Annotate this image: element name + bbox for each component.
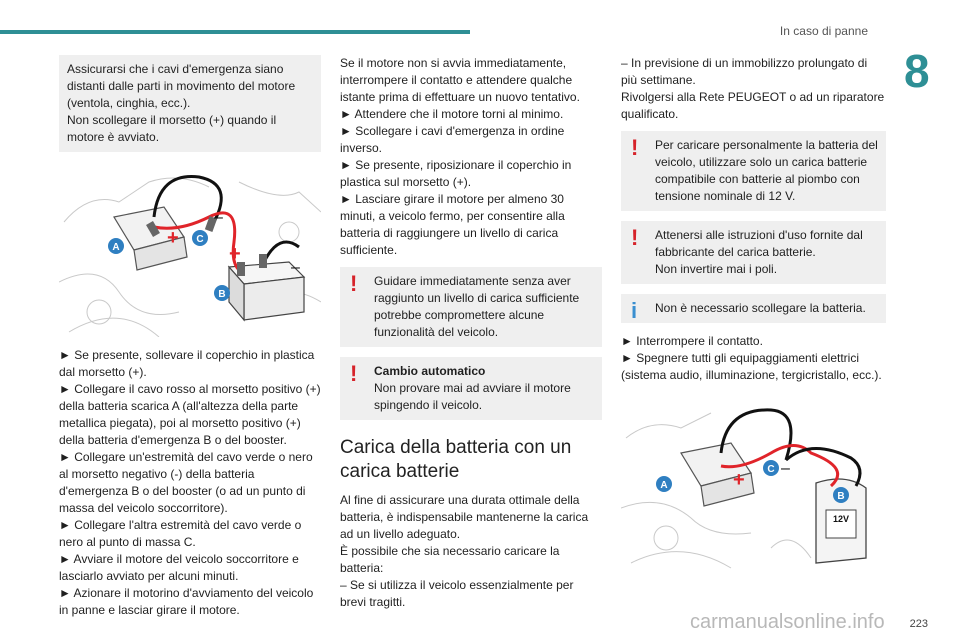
warning-icon: ! [631, 225, 639, 250]
watermark: carmanualsonline.info [690, 611, 885, 633]
intro-text: – In previsione di un immobilizzo prolungato di più settimane. Rivolgersi alla Rete PEUGEOT o ad un riparatore qualificato. [621, 56, 885, 121]
step-item: ► Collegare l'altra estremità del cavo verde o nero al punto di massa C. [59, 518, 302, 549]
safety-note-text: Assicurarsi che i cavi d'emergenza siano distanti dalle parti in movimento del motore (ventola, cinghia, ecc.). Non scollegare il morsetto (+) quando il motore è avviato. [67, 62, 296, 144]
jump-start-diagram [59, 162, 321, 337]
step-item: ► Collegare un'estremità del cavo verde o nero al morsetto negativo (-) della batteria d'emergenza B o del booster (o ad un punto di massa del veicolo soccorritore). [59, 450, 313, 515]
warning-box-automatic [340, 357, 602, 420]
warning-box [340, 267, 602, 347]
label-a: A [112, 242, 120, 253]
minus-sign: – [214, 209, 223, 226]
warning-box [621, 131, 886, 211]
step-item: ► Se presente, sollevare il coperchio in plastica dal morsetto (+). [59, 348, 315, 379]
info-icon: i [631, 298, 638, 323]
label-a: A [660, 480, 668, 491]
warning-title: Cambio automatico [374, 364, 486, 378]
column-2 [340, 55, 602, 611]
step-item: ► Collegare il cavo rosso al morsetto positivo (+) della batteria scarica A (all'altezza della parte metallica piegata), poi al morsetto positivo (+) della batteria d'emergenza B o del booster. [59, 382, 321, 447]
body-text: Al fine di assicurare una durata ottimale della batteria, è indispensabile mantenerne la carica ad un livello adeguato. È possibile che sia necessario caricare la batteria: – Se si utilizza il veicolo essenzialmente per brevi tragitti. [340, 493, 589, 609]
label-b: B [218, 289, 226, 300]
step-item: ► Attendere che il motore torni al minimo. [340, 107, 564, 121]
warning-text: Attenersi alle istruzioni d'uso fornite dal fabbricante del carica batterie. Non invertire mai i poli. [655, 228, 863, 276]
section-heading: Carica della batteria con un carica batterie [340, 437, 572, 482]
plus-sign-booster: + [229, 243, 241, 265]
step-item: ► Lasciare girare il motore per almeno 30 minuti, a veicolo fermo, per consentire alla batteria di raggiungere un livello di carica sufficiente. [340, 192, 565, 257]
step-item: ► Se presente, riposizionare il coperchio in plastica sul morsetto (+). [340, 158, 572, 189]
label-b: B [837, 491, 845, 502]
info-text: Non è necessario scollegare la batteria. [655, 301, 866, 315]
charger-diagram [621, 398, 886, 573]
intro-text: Se il motore non si avvia immediatamente, interrompere il contatto e attendere qualche istante prima di effettuare un nuovo tentativo. [340, 56, 580, 104]
minus-sign: – [781, 460, 790, 477]
charger-illustration [621, 398, 886, 573]
plus-sign: + [167, 227, 179, 249]
minus-sign-booster: – [291, 259, 300, 276]
step-item: ► Scollegare i cavi d'emergenza in ordine inverso. [340, 124, 565, 155]
page-number: 223 [909, 618, 928, 630]
step-item: ► Interrompere il contatto. [621, 334, 763, 348]
step-item: ► Spegnere tutti gli equipaggiamenti elettrici (sistema audio, illuminazione, tergicristallo, ecc.). [621, 351, 882, 382]
step-item: ► Avviare il motore del veicolo soccorritore e lasciarlo avviato per alcuni minuti. [59, 552, 299, 583]
column-3 [621, 55, 886, 573]
info-box [621, 294, 886, 323]
chapter-number: 8 [904, 45, 930, 97]
warning-box-instructions [621, 221, 886, 284]
label-c: C [196, 234, 204, 245]
warning-text: Guidare immediatamente senza aver raggiunto un livello di carica sufficiente potrebbe compromettere alcune funzionalità del veicolo. [374, 274, 580, 339]
column-1 [59, 55, 321, 619]
label-c: C [767, 464, 775, 475]
safety-note [59, 55, 321, 152]
section-title: In caso di panne [779, 24, 868, 38]
warning-icon: ! [631, 135, 639, 160]
step-item: ► Azionare il motorino d'avviamento del veicolo in panne e lasciar girare il motore. [59, 586, 314, 617]
warning-text: Non provare mai ad avviare il motore spingendo il veicolo. [374, 381, 571, 412]
warning-text: Per caricare personalmente la batteria del veicolo, utilizzare solo un carica batterie compatibile con batterie al piombo con tensione nominale di 12 V. [655, 138, 878, 203]
steps-list [59, 347, 321, 619]
top-accent-bar [0, 30, 470, 34]
jump-start-illustration [59, 162, 321, 337]
warning-icon: ! [350, 361, 358, 386]
plus-sign: + [733, 469, 745, 491]
warning-icon: ! [350, 271, 358, 296]
voltage-label: 12V [832, 514, 850, 524]
